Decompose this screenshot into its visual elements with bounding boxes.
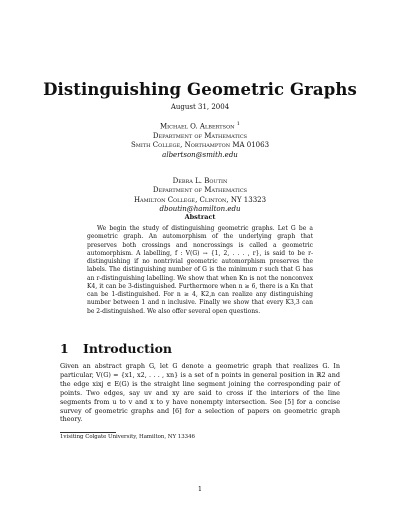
section-heading [60, 341, 172, 356]
abstract-heading: Abstract [184, 213, 216, 221]
author-email-2[interactable]: dboutin@hamilton.edu [159, 205, 241, 214]
paper-date: August 31, 2004 [170, 103, 230, 111]
author-block-1 [0, 120, 400, 160]
section-title: Introduction [83, 341, 173, 356]
page-number: 1 [197, 485, 203, 493]
author-name-2: Debra L. Boutin [172, 177, 228, 185]
footnote-divider [60, 432, 116, 433]
intro-paragraph: Given an abstract graph G, let G denote a geometric graph that realizes G. In particular, V(G) = {x1, x2, . . . , xn} is a set of n points in general position in ℝ2 and the edge xixj ∈ E(G) is the straight line segment joining the corresponding pair of points. Two edges, say uv and xy are said to cross if the interiors of the line segments from u to v and x to y have nonempty intersection. See [5] for a concise survey of geometric graphs and [6] for a selection of papers on geometric graph theory. [60, 362, 340, 424]
paper-title: Distinguishing Geometric Graphs [43, 80, 357, 99]
author-name-1: Michael O. Albertson $^1$ [160, 121, 240, 131]
author-email-1[interactable]: albertson@smith.edu [162, 150, 238, 159]
author-institution-2: Hamilton College, Clinton, NY 13323 [133, 195, 267, 204]
abstract-text: We begin the study of distinguishing geometric graphs. Let G be a geometric graph. An automorphism of the underlying graph that preserves both crossings and noncrossings is called a geometric automorphism. A labelling, f : V(G) → {1, 2, . . . , r}, is said to be r-distinguishing if no nontrivial geometric automorphism preserves the labels. The distinguishing number of G is the minimum r such that G has an r-distinguishing labelling. We show that when Kn is not the nonconvex K4, it can be 3-distinguished. Furthermore when n ≥ 6, there is a Kn that can be 1-distinguished. For n ≥ 4, K2,n can realize any distinguishing number between 1 and n inclusive. Finally we show that every K3,3 can be 2-distinguished. We also offer several open questions. [87, 225, 313, 315]
section-number: 1 [60, 341, 69, 356]
author-institution-1: Smith College, Northampton MA 01063 [130, 141, 270, 150]
author-block-2 [0, 177, 400, 215]
author-department-2: Department of Mathematics [152, 186, 248, 195]
author-department-1: Department of Mathematics [152, 131, 248, 140]
footnote-mark: 1 [236, 121, 240, 127]
footnote-text: 1visiting Colgate University, Hamilton, NY 13346 [60, 434, 195, 440]
